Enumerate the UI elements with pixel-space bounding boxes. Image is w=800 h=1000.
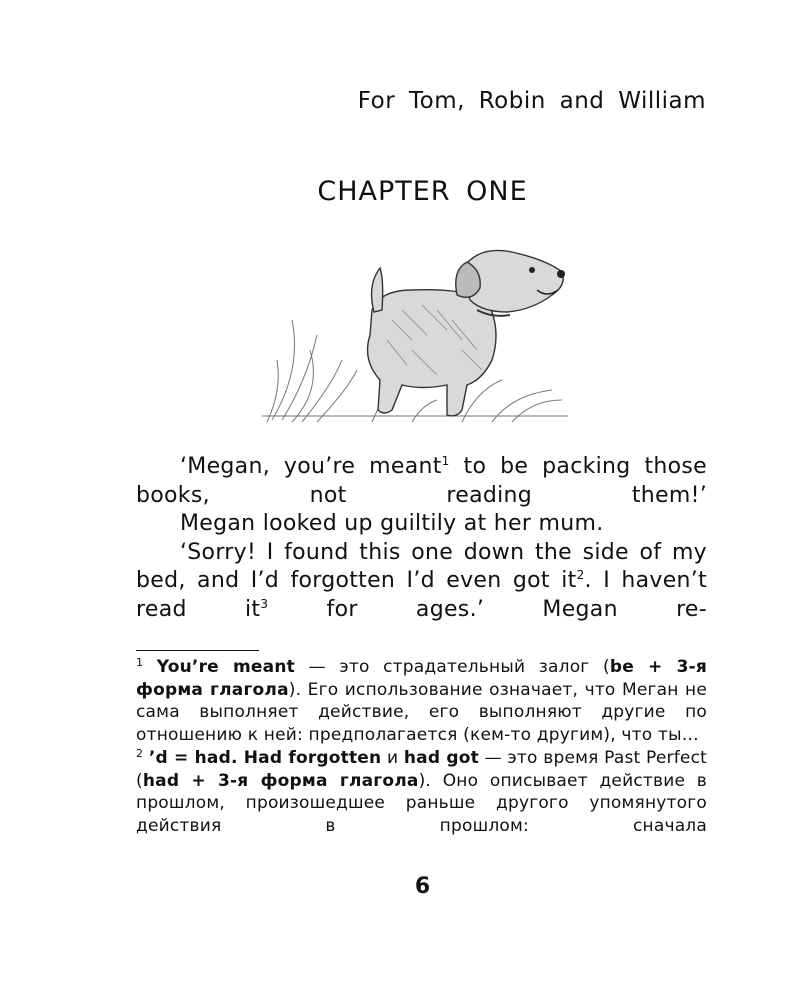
footnote-divider [136, 650, 259, 651]
page-number: 6 [414, 874, 431, 899]
footnote-ref: 1 [441, 454, 450, 468]
footnote-1: $^1$ You’re meant — это страдательный залог (be + 3-я форма глагола). Его использование означает, что Меган не сама выполняет действие, его выполняют другие по отношению к ней: предполагается (кем-то другим), что ты… [136, 656, 708, 746]
footnotes [136, 656, 707, 838]
footnote-ref: 2 [576, 568, 585, 583]
body-text [136, 453, 707, 625]
paragraph: Megan looked up guiltily at her mum. [180, 511, 604, 537]
paragraph: ‘Megan, you’re meant$^1$ to be packing those books, not reading them!’ [136, 454, 707, 508]
paragraph: ‘Sorry! I found this one down the side of my bed, and I’d forgotten I’d even got $it^2$. I haven’t read $it^3$ for ages.’ Megan re- [136, 539, 708, 622]
chapter-title: CHAPTER ONE [317, 176, 528, 207]
dedication: For Tom, Robin and William [357, 88, 706, 114]
puppy-illustration [262, 240, 568, 424]
footnote-2: $^2$ ’d = had. Had forgotten и had got — это время Past Perfect (had + 3-я форма глагола). Оно описывает действие в прошлом, произошедшее раньше другого упомянутого действия в прошлом: сначала [136, 746, 708, 836]
footnote-ref: 3 [260, 596, 269, 611]
